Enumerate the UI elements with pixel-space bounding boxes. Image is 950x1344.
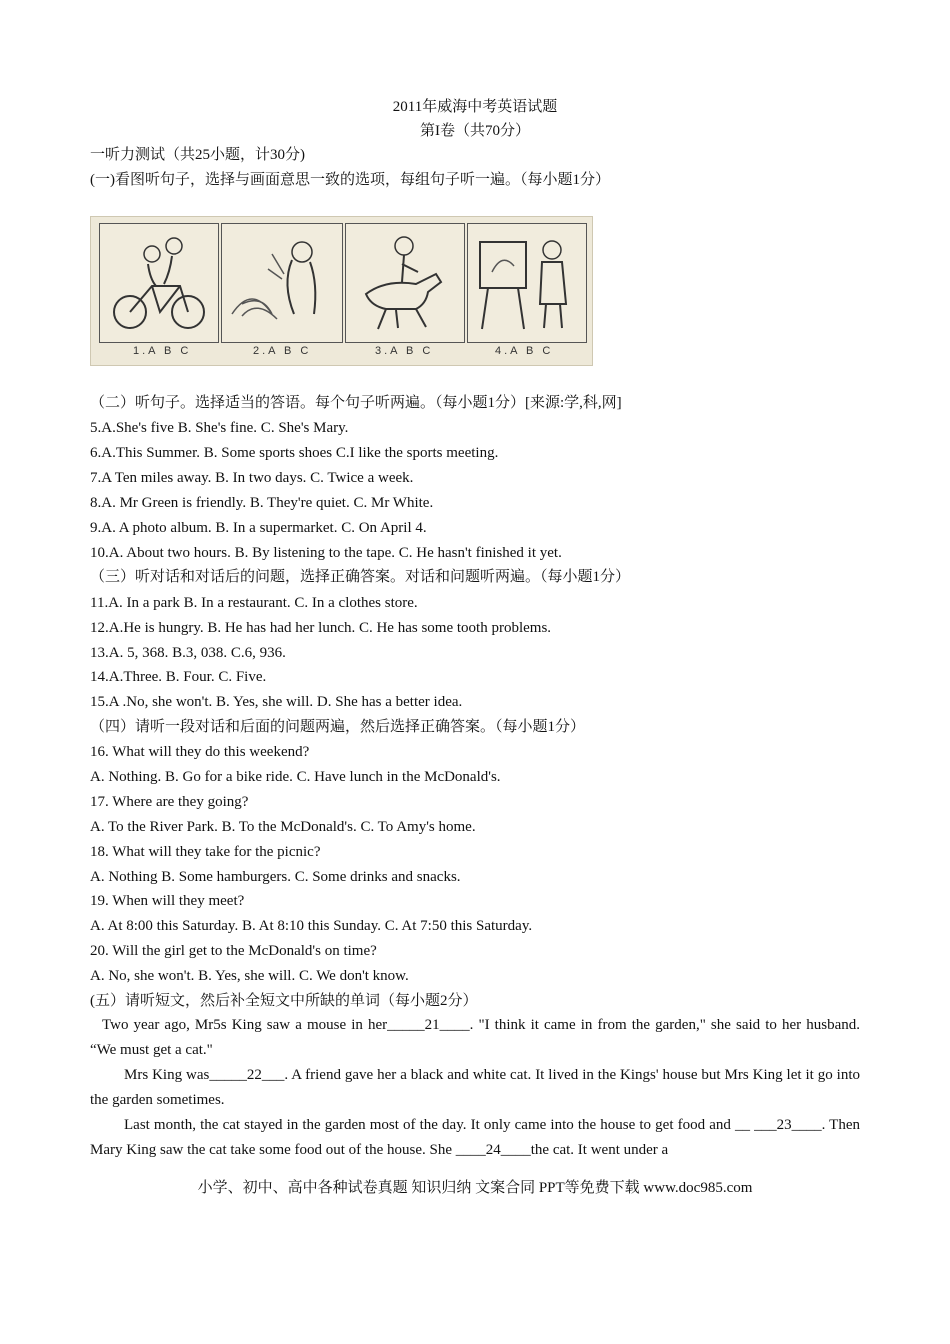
panel-label-3: 3.A B C [375,345,434,357]
passage-paragraph-3: Last month, the cat stayed in the garden most of the day. It only came into the house to get food and __ ___23____. Then Mary King saw the cat take some food out of the house. She ____24____the cat. It went under a [90,1117,860,1158]
question-19: 19. When will they meet? [90,893,245,909]
question-14: 14.A.Three. B. Four. C. Five. [90,669,267,685]
section-heading: 一听力测试（共25小题，计30分) [90,147,305,163]
part2-heading: （二）听句子。选择适当的答语。每个句子听两遍。（每小题1分）[来源:学,科,网] [90,395,622,411]
question-6: 6.A.This Summer. B. Some sports shoes C.I like the sports meeting. [90,445,499,461]
page-title: 2011年威海中考英语试题 [392,99,558,115]
page-subtitle: 第I卷（共70分） [420,123,530,139]
part4-heading: （四）请听一段对话和后面的问题两遍，然后选择正确答案。（每小题1分） [90,719,586,735]
question-20: 20. Will the girl get to the McDonald's on time? [90,943,377,959]
question-18-options: A. Nothing B. Some hamburgers. C. Some drinks and snacks. [90,869,461,885]
question-11: 11.A. In a park B. In a restaurant. C. In a clothes store. [90,595,418,611]
question-13: 13.A. 5, 368. B.3, 038. C.6, 936. [90,645,286,661]
question-12: 12.A.He is hungry. B. He has had her lunch. C. He has some tooth problems. [90,620,552,636]
question-8: 8.A. Mr Green is friendly. B. They're quiet. C. Mr White. [90,495,434,511]
part1-heading: (一)看图听句子，选择与画面意思一致的选项，每组句子听一遍。（每小题1分） [90,172,610,188]
picture-strip [90,216,593,366]
passage-paragraph-1: Two year ago, Mr5s King saw a mouse in her_____21____. "I think it came in from the garden," she said to her husband. “We must get a cat." [90,1017,860,1058]
question-16-options: A. Nothing. B. Go for a bike ride. C. Have lunch in the McDonald's. [90,769,501,785]
question-7: 7.A Ten miles away. B. In two days. C. Twice a week. [90,470,414,486]
picture-panel-horse-rider [345,223,465,343]
question-19-options: A. At 8:00 this Saturday. B. At 8:10 this Sunday. C. At 7:50 this Saturday. [90,918,533,934]
part5-heading: (五）请听短文，然后补全短文中所缺的单词（每小题2分） [90,993,478,1009]
panel-label-4: 4.A B C [495,345,554,357]
passage-paragraph-2: Mrs King was_____22___. A friend gave her a black and white cat. It lived in the Kings' house but Mrs King let it go into the garden sometimes. [90,1067,860,1108]
panel-label-1: 1.A B C [133,345,192,357]
question-18: 18. What will they take for the picnic? [90,844,321,860]
question-17-options: A. To the River Park. B. To the McDonald's. C. To Amy's home. [90,819,476,835]
panel-label-2: 2.A B C [253,345,312,357]
question-17: 17. Where are they going? [90,794,249,810]
question-5: 5.A.She's five B. She's fine. C. She's Mary. [90,420,349,436]
question-10: 10.A. About two hours. B. By listening to the tape. C. He hasn't finished it yet. [90,545,562,561]
question-9: 9.A. A photo album. B. In a supermarket. C. On April 4. [90,520,427,536]
part3-heading: （三）听对话和对话后的问题，选择正确答案。对话和问题听两遍。（每小题1分） [90,569,631,585]
question-15: 15.A .No, she won't. B. Yes, she will. D. She has a better idea. [90,694,463,710]
question-16: 16. What will they do this weekend? [90,744,310,760]
picture-panel-painter [467,223,587,343]
question-20-options: A. No, she won't. B. Yes, she will. C. We don't know. [90,968,409,984]
picture-panel-flowers [221,223,343,343]
footer-text: 小学、初中、高中各种试卷真题 知识归纳 文案合同 PPT等免费下载 www.doc985.com [197,1180,753,1196]
picture-panel-bicycle [99,223,219,343]
